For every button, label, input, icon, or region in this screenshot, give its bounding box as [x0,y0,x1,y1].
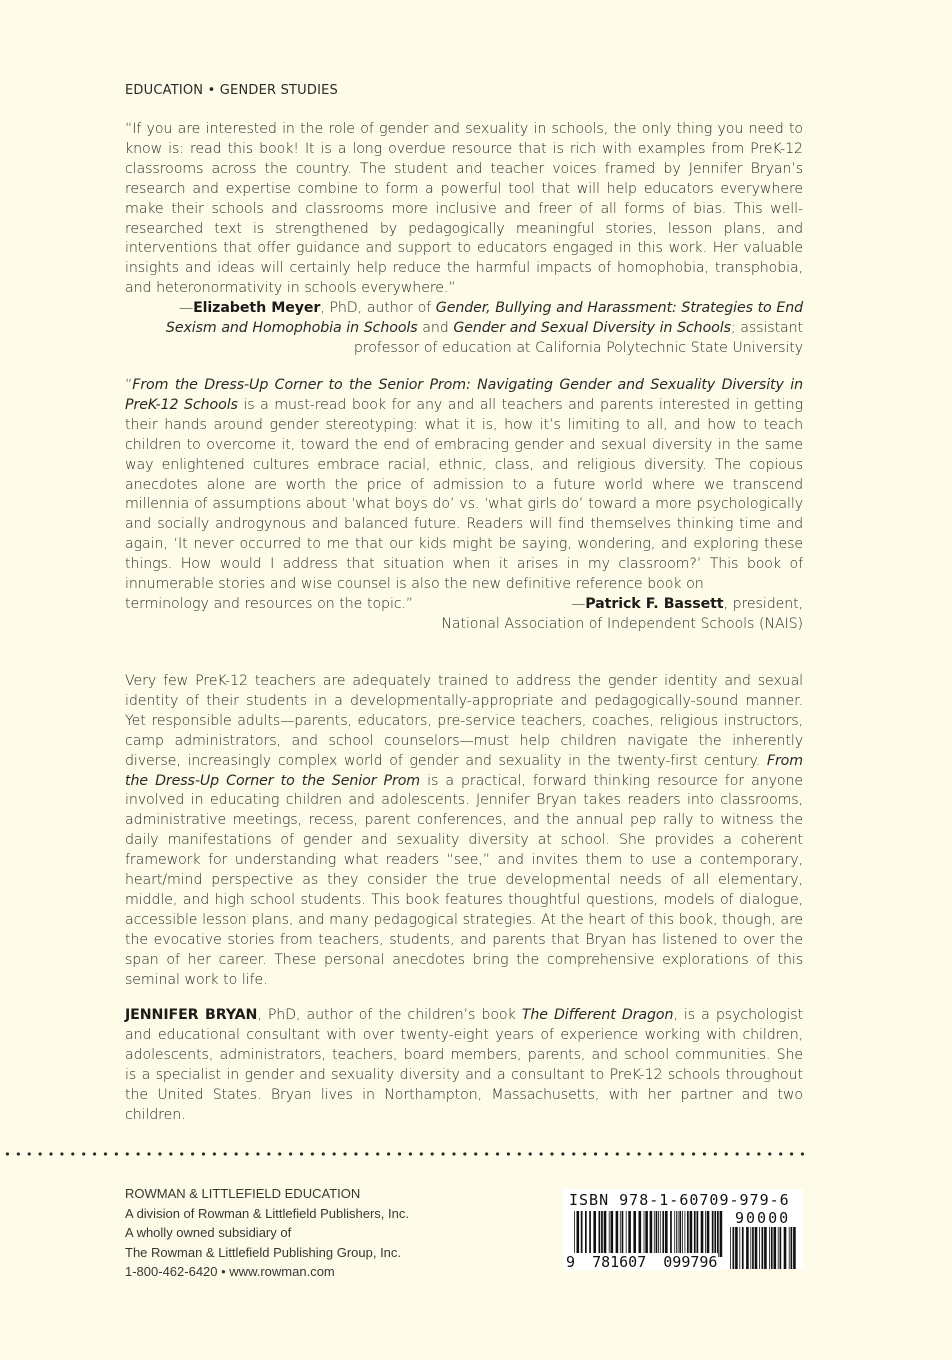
barcode-bar [733,1227,735,1269]
barcode-bar [593,1211,596,1257]
book-title: The Different Dragon [521,1007,674,1023]
barcode-bar [682,1211,683,1257]
publisher-line: A division of Rowman & Littlefield Publishers, Inc. [125,1205,409,1221]
barcode-bar [662,1211,664,1257]
barcode-addon-number: 90000 [735,1209,791,1227]
isbn-label: ISBN 978-1-60709-979-6 [569,1191,790,1209]
barcode-bar [769,1227,770,1269]
barcode-bars-addon [729,1227,799,1269]
barcode-bar [589,1211,591,1257]
endorser-name: Elizabeth Meyer [193,300,321,317]
barcode-bar [665,1211,668,1257]
barcode-bar [585,1211,587,1257]
endorser-name: Patrick F. Bassett [585,595,724,612]
author-bio: JENNIFER BRYAN, PhD, author of the children’s book The Different Dragon, is a psychologist and educational consultant with over twenty-eight years of experience working with children, adolescents, administrators, teachers, board members, parents, and school communities. She is a specialist in gender and sexuality diversity and a consultant to PreK-12 schools throughout the United States. Bryan lives in Northampton, Massachusetts, with her partner and two children. [125,1007,803,1123]
barcode-bar [650,1211,653,1257]
barcode-bar [611,1211,614,1257]
barcode-bar [577,1211,580,1257]
barcode-bar [742,1227,744,1269]
ean-number: 9 781607 099796 [566,1253,718,1271]
barcode-bar [771,1227,773,1269]
author-name: JENNIFER BRYAN [125,1007,258,1023]
barcode-bar [616,1211,619,1257]
barcode-bar [784,1227,787,1269]
barcode-bar [697,1211,699,1257]
endorsement-attribution: —Patrick F. Bassett, president, [571,595,803,612]
publisher-name: ROWMAN & LITTLEFIELD EDUCATION [125,1186,361,1201]
endorsement-meyer [125,120,803,359]
publisher-line: A wholly owned subsidiary of [125,1225,292,1241]
barcode-bar [609,1211,610,1257]
isbn-barcode [563,1189,803,1269]
barcode-bar [626,1211,627,1257]
barcode-bar [656,1211,658,1257]
barcode-bar [685,1211,686,1257]
barcode-bar [670,1211,672,1257]
barcode-bar [707,1211,710,1257]
barcode-bar [620,1211,621,1257]
barcode-bar [690,1211,693,1257]
barcode-bar [604,1211,607,1257]
book-title: Gender, Bullying and Harassment: Strategies to End Sexism and Homophobia in Schools [165,300,803,337]
barcode-bar [739,1227,740,1269]
barcode-bar [599,1211,601,1257]
book-description: Very few PreK-12 teachers are adequately trained to address the gender identity and sexual identity of their students in a developmentally-appropriate and pedagogically-sound manner. Yet responsible adults—parents, educators, pre-service teachers, coaches, religious instructors, camp administrators, and school counselors—must help children navigate the inherently diverse, increasingly complex world of gender and sexuality in the twenty-first century. From the Dress-Up Corner to the Senior Prom is a practical, forward thinking resource for anyone involved in educating children and adolescents. Jennifer Bryan takes readers into classrooms, administrative meetings, recess, parent conferences, and the annual pep rally to witness the daily manifestations of gender and sexuality diversity at school. She provides a coherent framework for understanding what readers “see,” and invites them to use a contemporary, heart/mind perspective as they consider the true developmental needs of all elementary, middle, and high school students. This book features thoughtful questions, models of dialogue, accessible lesson plans, and many pedagogical strategies. At the heart of this book, though, are the evocative stories from teachers, students, and parents that Bryan has listened to over the span of her career. These personal anecdotes bring the comprehensive explorations of this seminal work to life. [125,673,803,988]
endorsement-text: “If you are interested in the role of gender and sexuality in schools, the only thing you need to know is: read this book! It is a long overdue resource that is rich with examples from PreK-12 classrooms across the country. The student and teacher voices framed by Jennifer Bryan’s research and expertise combine to form a powerful tool that will help educators everywhere make their schools and classrooms more inclusive and freer of all forms of bias. This well-researched text is strengthened by pedagogically meaningful stories, lesson plans, and interventions that offer guidance and support to educators engaged in this work. Her valuable insights and ideas will certainly help reduce the harmful impacts of homophobia, transphobia, and heteronormativity in schools everywhere.” [125,121,803,297]
barcode-bar [694,1211,696,1257]
barcode-bar [780,1227,782,1269]
barcode-bar [755,1227,758,1269]
barcode-bar [789,1227,790,1269]
barcode-bar [676,1211,677,1257]
barcode-bar [717,1211,719,1257]
barcode-bar [752,1227,754,1269]
barcode-bar [678,1211,679,1257]
barcode-bar [639,1211,642,1257]
publisher-info [125,1184,409,1282]
barcode-bar [762,1227,764,1269]
barcode-bar [778,1227,779,1269]
barcode-bar [764,1227,767,1269]
barcode-bar [791,1227,793,1269]
barcode-bar [581,1211,583,1257]
book-title: From the Dress-Up Corner to the Senior Prom: Navigating Gender and Sexuality Diversity in PreK-12 Schools [125,377,803,413]
barcode-bar [679,1211,681,1257]
barcode-bar [714,1211,716,1257]
barcode-bar [574,1211,575,1257]
publisher-line: The Rowman & Littlefield Publishing Group, Inc. [125,1244,402,1260]
endorsement-attribution: —Elizabeth Meyer, PhD, author of Gender, Bullying and Harassment: Strategies to End Sexism and Homophobia in Schools and Gender and Sexual Diversity in Schools; assistant professor of education at California Polytechnic State University [165,300,803,356]
endorsement-bassett: “From the Dress-Up Corner to the Senior Prom: Navigating Gender and Sexuality Diversity in PreK-12 Schools is a must-read book for any and all teachers and parents interested in getting their hands around gender stereotyping: what it is, how it’s limiting to all, and how to teach children to overcome it, toward the end of embracing gender and sexual diversity in the same way enlightened cultures embrace racial, ethnic, class, and religious diversity. The copious anecdotes alone are worth the price of admission to a future world where we transcend millennia of assumptions about ‘what boys do’ vs. ‘what girls do’ toward a more psychologically and socially androgynous and balanced future. Readers will find themselves thinking time and again, ‘It never occurred to me that our kids might be saying, wondering, and exploring these things. How would I address that situation when it arises in my classroom?’ This book of innumerable stories and wise counsel is also the new definitive reference book on terminology and resources on the topic.” —Patrick F. Bassett, president, National Association of Independent Schools (NAIS) [125,376,803,635]
barcode-bar [645,1211,648,1257]
barcode-bar [735,1227,738,1269]
barcode-bar [712,1211,714,1257]
barcode-bar [674,1211,675,1257]
barcode-bar [750,1227,751,1269]
barcode-bar [628,1211,631,1257]
barcode-bars-main [573,1211,723,1257]
barcode-bar [793,1227,796,1269]
barcode-bar [654,1211,655,1257]
barcode-bar [644,1211,645,1257]
barcode-bar [720,1211,723,1257]
barcode-bar [633,1211,636,1257]
barcode-bar [705,1211,706,1257]
barcode-bar [730,1227,731,1269]
barcode-bar [774,1227,777,1269]
barcode-bar [601,1211,603,1257]
barcode-bar [658,1211,659,1257]
barcode-bar [687,1211,689,1257]
barcode-bar [701,1211,704,1257]
barcode-bar [660,1211,661,1257]
barcode-bar [622,1211,624,1257]
book-title: From the Dress-Up Corner to the Senior Prom [125,752,803,789]
publisher-contact: 1-800-462-6420 • www.rowman.com [125,1264,335,1280]
endorser-organization: National Association of Independent Schools (NAIS) [441,615,803,632]
dotted-divider [0,1152,804,1156]
barcode-bar [746,1227,749,1269]
endorsement-text: is a must-read book for any and all teachers and parents interested in getting their hands around gender stereotyping: what it is, how it’s limiting to all, and how to teach children to overcome it, toward the end of embracing gender and sexual diversity in the same way enlightened cultures embrace racial, ethnic, class, and religious diversity. The copious anecdotes alone are worth the price of admission to a future world where we transcend millennia of assumptions about ‘what boys do’ vs. ‘what girls do’ toward a more psychologically and socially androgynous and balanced future. Readers will find themselves thinking time and again, ‘It never occurred to me that our kids might be saying, wondering, and exploring these things. How would I address that situation when it arises in my classroom?’ This book of innumerable stories and wise counsel is also the new definitive reference book on [125,396,803,593]
category-label: EDUCATION • GENDER STUDIES [125,83,338,98]
book-title: Gender and Sexual Diversity in Schools [453,320,731,337]
barcode-bar [759,1227,760,1269]
